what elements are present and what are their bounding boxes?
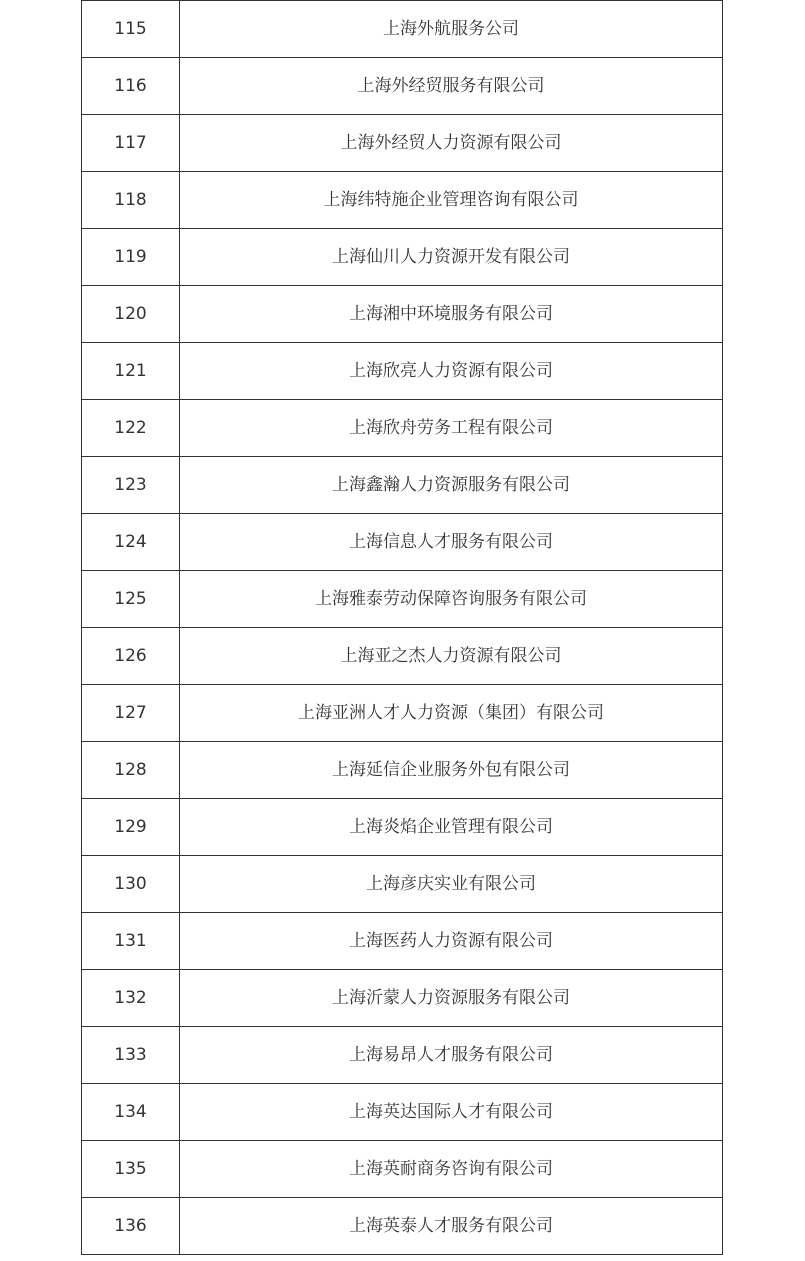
company-name: 上海欣舟劳务工程有限公司 (180, 400, 723, 457)
company-list-table (81, 0, 723, 1255)
row-number: 117 (82, 115, 180, 172)
table-row (82, 913, 723, 970)
company-name: 上海沂蒙人力资源服务有限公司 (180, 970, 723, 1027)
table-row (82, 1198, 723, 1255)
company-name: 上海延信企业服务外包有限公司 (180, 742, 723, 799)
row-number: 130 (82, 856, 180, 913)
table-row (82, 229, 723, 286)
table-row (82, 286, 723, 343)
table-row (82, 1141, 723, 1198)
row-number: 120 (82, 286, 180, 343)
company-name: 上海仙川人力资源开发有限公司 (180, 229, 723, 286)
company-name: 上海易昂人才服务有限公司 (180, 1027, 723, 1084)
row-number: 136 (82, 1198, 180, 1255)
row-number: 128 (82, 742, 180, 799)
company-name: 上海雅泰劳动保障咨询服务有限公司 (180, 571, 723, 628)
company-name: 上海炎焰企业管理有限公司 (180, 799, 723, 856)
company-name: 上海医药人力资源有限公司 (180, 913, 723, 970)
company-name: 上海欣亮人力资源有限公司 (180, 343, 723, 400)
table-row (82, 799, 723, 856)
row-number: 134 (82, 1084, 180, 1141)
table-row (82, 970, 723, 1027)
table-row (82, 457, 723, 514)
table-row (82, 343, 723, 400)
row-number: 127 (82, 685, 180, 742)
table-row (82, 1, 723, 58)
row-number: 125 (82, 571, 180, 628)
row-number: 124 (82, 514, 180, 571)
table-row (82, 628, 723, 685)
company-name: 上海信息人才服务有限公司 (180, 514, 723, 571)
row-number: 133 (82, 1027, 180, 1084)
company-name: 上海鑫瀚人力资源服务有限公司 (180, 457, 723, 514)
company-name: 上海外经贸服务有限公司 (180, 58, 723, 115)
table-row (82, 685, 723, 742)
company-name: 上海英耐商务咨询有限公司 (180, 1141, 723, 1198)
table-row (82, 172, 723, 229)
row-number: 115 (82, 1, 180, 58)
table-body (82, 1, 723, 1255)
company-name: 上海亚之杰人力资源有限公司 (180, 628, 723, 685)
table-row (82, 1027, 723, 1084)
row-number: 135 (82, 1141, 180, 1198)
table-row (82, 1084, 723, 1141)
table-row (82, 742, 723, 799)
company-name: 上海外航服务公司 (180, 1, 723, 58)
company-name: 上海英达国际人才有限公司 (180, 1084, 723, 1141)
row-number: 122 (82, 400, 180, 457)
row-number: 131 (82, 913, 180, 970)
row-number: 121 (82, 343, 180, 400)
table-row (82, 856, 723, 913)
company-name: 上海英泰人才服务有限公司 (180, 1198, 723, 1255)
company-name: 上海亚洲人才人力资源（集团）有限公司 (180, 685, 723, 742)
row-number: 132 (82, 970, 180, 1027)
table-row (82, 115, 723, 172)
row-number: 118 (82, 172, 180, 229)
table-row (82, 571, 723, 628)
row-number: 119 (82, 229, 180, 286)
row-number: 123 (82, 457, 180, 514)
company-name: 上海湘中环境服务有限公司 (180, 286, 723, 343)
company-name: 上海彦庆实业有限公司 (180, 856, 723, 913)
table-row (82, 58, 723, 115)
company-name: 上海纬特施企业管理咨询有限公司 (180, 172, 723, 229)
table-row (82, 514, 723, 571)
row-number: 126 (82, 628, 180, 685)
table-row (82, 400, 723, 457)
row-number: 116 (82, 58, 180, 115)
row-number: 129 (82, 799, 180, 856)
company-name: 上海外经贸人力资源有限公司 (180, 115, 723, 172)
